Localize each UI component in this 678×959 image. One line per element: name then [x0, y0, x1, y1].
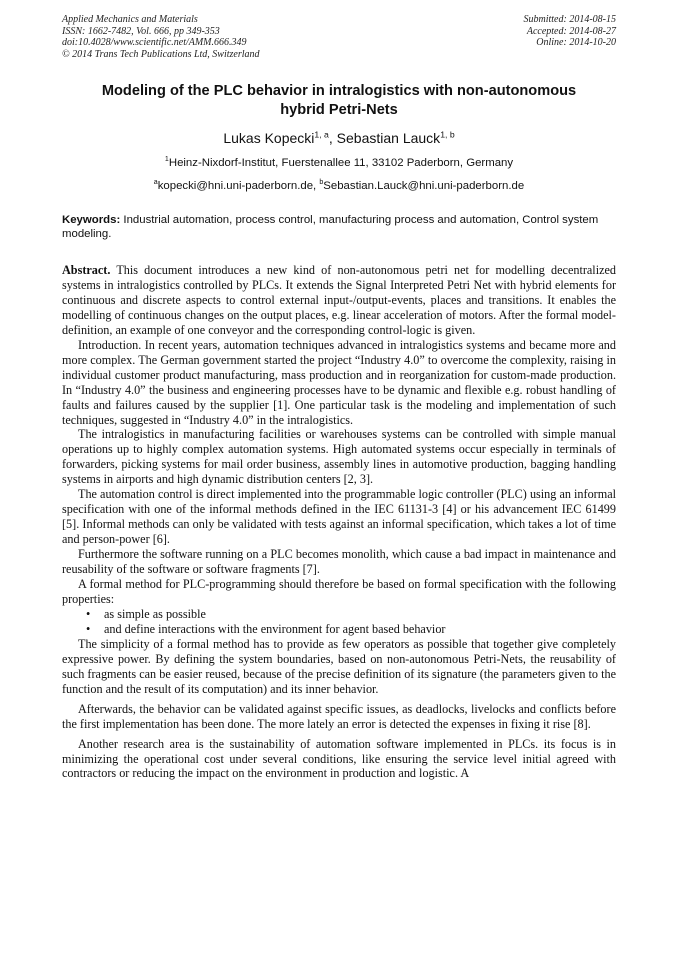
bullet-icon: •	[86, 606, 91, 621]
submission-dates	[524, 14, 617, 49]
submitted-date: Submitted: 2014-08-15	[523, 14, 616, 25]
body-paragraph: Afterwards, the behavior can be validated against specific issues, as deadlocks, livelocks and conflicts before the first implementation has been done. The more lately an error is detected the expenses in fixing it rise [8].	[62, 701, 616, 731]
paper-title	[62, 82, 616, 120]
paper-title-line-1: Modeling of the PLC behavior in intralogistics with non-autonomous	[101, 83, 577, 99]
online-date: Online: 2014-10-20	[536, 37, 616, 49]
email-superscript: a	[153, 179, 158, 187]
body-paragraph: Another research area is the sustainability of automation software implemented in PLCs. its focus is in minimizing the operational cost under several conditions, like ensuring the service level initial agreed with contractors or reducing the impact on the environment in production and logistic. A	[62, 736, 616, 781]
paper-body	[62, 263, 616, 781]
journal-name: Applied Mechanics and Materials	[62, 14, 198, 25]
email-link[interactable]: Sebastian.Lauck@hni.uni-paderborn.de	[323, 180, 525, 192]
author-emails	[62, 180, 616, 192]
keywords-text: Industrial automation, process control, manufacturing process and automation, Control system modeling.	[62, 214, 599, 240]
affiliation-text: Heinz-Nixdorf-Institut, Fuerstenallee 11, 33102 Paderborn, Germany	[168, 157, 514, 169]
journal-info	[62, 14, 260, 60]
author-name: Lukas Kopecki	[223, 130, 315, 146]
affiliation-superscript: 1	[164, 156, 169, 164]
bullet-icon: •	[86, 621, 91, 636]
body-paragraph: Furthermore the software running on a PLC becomes monolith, which cause a bad impact in maintenance and reusability of the software or software fragments [7].	[62, 547, 616, 577]
abstract-text: This document introduces a new kind of non-autonomous petri net for modelling decentralized systems in intralogistics controlled by PLCs. It extends the Signal Interpreted Petri Net with hybrid elements for continuous and discrete aspects to control external input-/output-events, places and transitions. It enables the modelling of continuous changes on the output places, e.g. linear acceleration of motors. After the formal model-definition, an example of one conveyor and the corresponding control-logic is given.	[62, 263, 616, 337]
email-link[interactable]: kopecki@hni.uni-paderborn.de,	[157, 180, 320, 192]
keywords	[62, 213, 616, 241]
affiliation	[62, 157, 616, 169]
bullet-item	[62, 607, 616, 622]
author-name: Sebastian Lauck	[336, 130, 441, 146]
journal-copyright: © 2014 Trans Tech Publications Ltd, Switzerland	[62, 48, 260, 60]
journal-doi: doi:10.4028/www.scientific.net/AMM.666.349	[62, 37, 247, 49]
journal-issn: ISSN: 1662-7482, Vol. 666, pp 349-353	[62, 25, 220, 37]
paper-title-line-2: hybrid Petri-Nets	[280, 102, 398, 118]
bullet-text: and define interactions with the environment for agent based behavior	[104, 621, 446, 636]
author-superscript: 1, b	[440, 129, 455, 140]
author-list	[62, 130, 616, 146]
abstract	[62, 263, 616, 338]
body-paragraph: A formal method for PLC-programming should therefore be based on formal specification with the following properties:	[62, 577, 616, 606]
author-separator: ,	[328, 130, 337, 146]
keywords-label: Keywords:	[62, 214, 121, 226]
email-superscript: b	[319, 179, 324, 187]
body-paragraph: Introduction. In recent years, automation techniques advanced in intralogistics systems and became more and more complex. The German government started the project “Industry 4.0” to overcome the complexity, raising in individual customer product manufacturing, mass production and in reorganization for custom-made production. In “Industry 4.0” the business and engineering processes have to be dynamic and flexible e.g. robust handling of faults and failures caused by the supplier [1]. One particular task is the modeling and implementation of such techniques, suggested in “Industry 4.0” in the intralogistics.	[62, 337, 616, 427]
bullet-item	[62, 622, 616, 637]
body-paragraph: The automation control is direct implemented into the programmable logic controller (PLC) using an informal specification with one of the informal methods defined in the IEC 61131-3 [4] or his advancement IEC 61499 [5]. Informal methods can only be validated with tests against an informal specification, which takes a lot of time and person-power [6].	[62, 487, 616, 547]
body-paragraph: The simplicity of a formal method has to provide as few operators as possible that together give completely expressive power. By defining the system boundaries, based on non-autonomous Petri-Nets, the reusability of such fragments can be easier reused, because of the precise definition of its signature (the parameters given to the function and the result of its computation) and its inner behavior.	[62, 636, 616, 696]
abstract-label: Abstract.	[62, 263, 111, 277]
body-paragraph: The intralogistics in manufacturing facilities or warehouses systems can be controlled with simple manual operations up to highly complex automation systems. High automated systems occur especially in terminals of forwarders, picking systems for mail order business, assembly lines in automotive production, bagging handling systems in airports and high dynamic distribution centers [2, 3].	[62, 427, 616, 487]
author-superscript: 1, a	[314, 129, 329, 140]
bullet-text: as simple as possible	[104, 606, 206, 621]
accepted-date: Accepted: 2014-08-27	[526, 25, 616, 37]
